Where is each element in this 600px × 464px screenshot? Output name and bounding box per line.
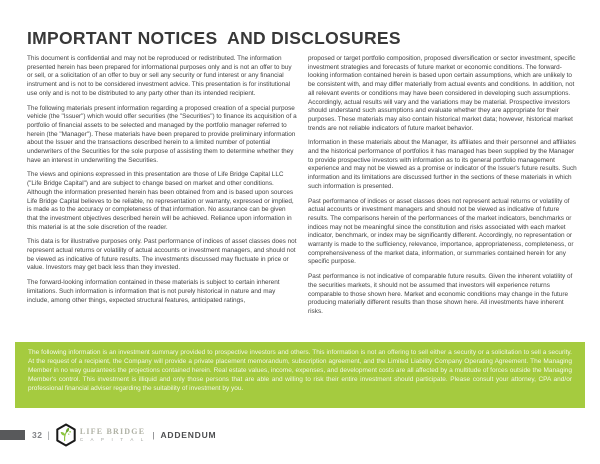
logo-name: LIFE BRIDGE	[79, 427, 146, 436]
paragraph: Past performance of indices or asset classes does not represent actual returns or volatility of actual accounts or investment managers and should not be viewed as indicative of future results. The comparisons herein of the performances of the market indicators, benchmarks or indices may not be meaningful since the constitution and risks associated with each market indicator, benchmark, or index may be significantly different. Accordingly, no representation or warranty is made to the sufficiency, relevance, importance, appropriateness, completeness, or comprehensiveness of the market data, information, or summaries contained herein for any specific purpose.	[308, 197, 574, 266]
footer-separator: |	[47, 430, 50, 440]
paragraph: This document is confidential and may not be reproduced or redistributed. The information presented herein has been prepared for informational purposes only and is not an offer to buy or sell, or a solicitation of an offer to buy or sell any security or fund interest or any financial instrument and is not to be considered investment advice. This presentation is for institutional use only and is not to be distributed to any party other than its intended recipient.	[27, 55, 292, 97]
paragraph: Past performance is not indicative of comparable future results. Given the inherent volatility of the securities markets, it should not be assumed that investors will experience returns comparable to those shown here. Market and economic conditions may change in the future producing materially different results than those shown here. All investments have inherent risks.	[308, 273, 573, 315]
paragraph: Information in these materials about the Manager, its affiliates and their personnel and affiliates and the historical performance of portfolios it has managed has been supplied by the Manager to provide prospective investors with information as to its general portfolio management experience and may not be viewed as a promise or indicator of the Issuer's future results. Such information and its limitations are discussed further in the sections of these materials in which such information is presented.	[308, 139, 577, 190]
notice-text: The following information is an investment summary provided to prospective investors and others. This information is not an offering to sell either a security or a solicitation to sell a security. At the request of a recipient, the Company will provide a private placement memorandum, subscription agreement, and the Limited Liability Company Operating Agreement. The Managing Member in no way guarantees the projections contained herein. Real estate values, income, expenses, and development costs are all affected by a multitude of forces outside the Managing Member's control. This investment is illiquid and only those persons that are able and willing to risk their entire investment should participate. Please consult your attorney, CPA and/or professional financial adviser regarding the suitability of investment by you.	[28, 349, 572, 392]
logo-wordmark	[80, 428, 147, 442]
left-column	[27, 55, 297, 323]
investment-summary-notice	[15, 342, 585, 408]
right-column	[308, 55, 578, 323]
hexagon-sprout-icon	[55, 423, 77, 447]
paragraph: The forward-looking information contained in these materials is subject to certain inherent limitations. Such information is information that is not purely historical in nature and may include, among other things, expected structural features, anticipated ratings,	[27, 279, 280, 304]
logo-subtitle: C A P I T A L	[79, 436, 147, 442]
footer	[0, 421, 600, 449]
section-name: ADDENDUM	[160, 430, 217, 440]
section-label	[152, 430, 216, 440]
company-logo	[55, 423, 147, 447]
paragraph: The views and opinions expressed in this presentation are those of Life Bridge Capital LLC ("Life Bridge Capital") and are subject to change based on market and other conditions. Although the information presented herein has been obtained from and is based upon sources Life Bridge Capital believes to be reliable, no representation or warranty, expressed or implied, is made as to the accuracy or completeness of that information. No assurance can be given that the investment objectives described herein will be achieved. Reliance upon information in this material is at the sole discretion of the reader.	[27, 171, 294, 231]
paragraph: proposed or target portfolio composition, proposed diversification or sector investment, specific investment strategies and forecasts of future market or economic conditions. The forward-looking information contained herein is based upon certain assumptions, which are unlikely to be consistent with, and may differ materially from actual events and conditions. In addition, not all relevant events or conditions may have been considered in developing such assumptions. Accordingly, actual results will vary and the variations may be material. Prospective investors should understand such assumptions and evaluate whether they are appropriate for their purposes. These materials may also contain historical market data; however, historical market trends are not reliable indicators of future market behavior.	[308, 55, 576, 132]
body-columns	[27, 55, 578, 323]
paragraph: This data is for illustrative purposes only. Past performance of indices of asset classes does not represent actual returns or volatility of actual accounts or investment managers, and should not be viewed as indicative of future results. The investments discussed may fluctuate in price or value. Investors may get back less than they invested.	[27, 238, 297, 272]
page-number: 32	[32, 430, 43, 440]
footer-accent-bar	[0, 430, 25, 440]
page-title: IMPORTANT NOTICES AND DISCLOSURES	[27, 28, 401, 48]
section-separator: |	[152, 430, 156, 440]
paragraph: The following materials present information regarding a proposed creation of a special purpose vehicle (the "Issuer") which would offer securities (the "Securities") to finance its acquisition of a portfolio of financial assets to be selected and managed by the portfolio manager referred to herein (the "Manager"). These materials have been prepared to provide preliminary information about the Issuer and the transactions described herein to a limited number of potential underwriters of the Securities for the sole purpose of assisting them to determine whether they have an interest in underwriting the Securities.	[27, 104, 297, 164]
